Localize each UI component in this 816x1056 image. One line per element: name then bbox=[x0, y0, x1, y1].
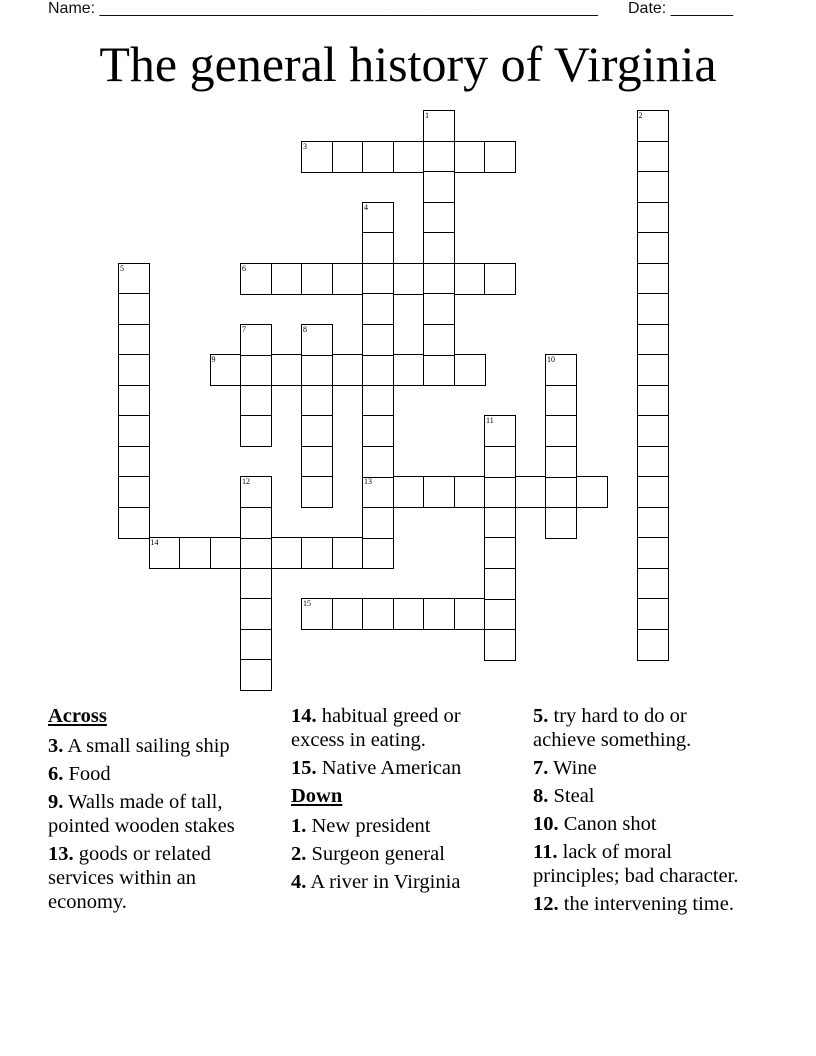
grid-cell[interactable] bbox=[240, 415, 272, 447]
grid-cell[interactable] bbox=[423, 476, 455, 508]
grid-cell[interactable] bbox=[118, 476, 150, 508]
grid-cell[interactable] bbox=[423, 202, 455, 234]
cell-number: 9 bbox=[211, 355, 216, 364]
cell-number: 6 bbox=[242, 263, 246, 273]
grid-cell[interactable] bbox=[271, 354, 303, 386]
grid-cell[interactable] bbox=[637, 629, 669, 661]
name-line bbox=[48, 0, 598, 18]
grid-cell[interactable] bbox=[576, 476, 608, 508]
grid-cell[interactable] bbox=[393, 141, 425, 173]
clue-down-8: 8. Steal bbox=[533, 785, 595, 807]
cell-number: 11 bbox=[486, 416, 494, 425]
grid-cell[interactable] bbox=[454, 598, 486, 630]
grid-cell[interactable] bbox=[637, 598, 669, 630]
grid-cell[interactable] bbox=[637, 171, 669, 203]
grid-cell[interactable] bbox=[301, 263, 333, 295]
grid-cell[interactable] bbox=[423, 263, 455, 295]
grid-cell[interactable] bbox=[301, 354, 333, 386]
grid-cell[interactable] bbox=[454, 354, 486, 386]
grid-cell[interactable] bbox=[484, 598, 516, 630]
clue-column-2 bbox=[291, 704, 511, 898]
down-heading: Down bbox=[291, 785, 343, 807]
grid-cell[interactable] bbox=[484, 263, 516, 295]
clue-column-3 bbox=[533, 704, 753, 920]
grid-cell[interactable] bbox=[362, 141, 394, 173]
grid-cell[interactable] bbox=[545, 507, 577, 539]
date-blank[interactable]: _______ bbox=[670, 0, 733, 17]
grid-cell[interactable] bbox=[362, 415, 394, 447]
grid-cell[interactable] bbox=[118, 446, 150, 478]
clue-across-3: 3. A small sailing ship bbox=[48, 735, 230, 757]
grid-cell[interactable] bbox=[362, 446, 394, 478]
grid-cell[interactable] bbox=[362, 507, 394, 539]
grid-cell[interactable] bbox=[301, 446, 333, 478]
date-label: Date: bbox=[628, 0, 667, 17]
grid-cell[interactable] bbox=[362, 324, 394, 356]
grid-cell[interactable] bbox=[362, 263, 394, 295]
grid-cell[interactable] bbox=[484, 629, 516, 661]
grid-cell[interactable] bbox=[637, 232, 669, 264]
grid-cell[interactable] bbox=[332, 537, 364, 569]
grid-cell[interactable] bbox=[332, 263, 364, 295]
grid-cell[interactable] bbox=[484, 446, 516, 478]
grid-cell[interactable] bbox=[271, 263, 303, 295]
grid-cell[interactable] bbox=[484, 568, 516, 600]
grid-cell[interactable] bbox=[179, 537, 211, 569]
grid-cell[interactable] bbox=[240, 354, 272, 386]
grid-cell[interactable] bbox=[484, 141, 516, 173]
grid-cell[interactable] bbox=[545, 476, 577, 508]
grid-cell[interactable] bbox=[271, 537, 303, 569]
grid-cell[interactable] bbox=[362, 598, 394, 630]
across-heading: Across bbox=[48, 705, 107, 727]
grid-cell[interactable] bbox=[637, 141, 669, 173]
grid-cell[interactable] bbox=[423, 324, 455, 356]
grid-cell[interactable] bbox=[301, 537, 333, 569]
cell-number: 8 bbox=[303, 324, 307, 334]
grid-cell[interactable] bbox=[240, 629, 272, 661]
grid-cell[interactable] bbox=[240, 537, 272, 569]
grid-cell[interactable] bbox=[423, 171, 455, 203]
grid-cell[interactable] bbox=[362, 385, 394, 417]
grid-cell[interactable] bbox=[484, 476, 516, 508]
grid-cell[interactable] bbox=[637, 568, 669, 600]
grid-cell[interactable] bbox=[423, 232, 455, 264]
name-label: Name: bbox=[48, 0, 96, 17]
grid-cell[interactable] bbox=[637, 415, 669, 447]
grid-cell[interactable] bbox=[454, 263, 486, 295]
grid-cell[interactable] bbox=[118, 293, 150, 325]
grid-cell[interactable] bbox=[240, 598, 272, 630]
grid-cell[interactable] bbox=[362, 354, 394, 386]
grid-cell[interactable] bbox=[637, 354, 669, 386]
grid-cell[interactable] bbox=[240, 385, 272, 417]
grid-cell[interactable] bbox=[362, 293, 394, 325]
grid-cell[interactable] bbox=[484, 507, 516, 539]
page-title: The general history of Virginia bbox=[99, 36, 717, 92]
grid-cell[interactable] bbox=[545, 385, 577, 417]
clue-down-2: 2. Surgeon general bbox=[291, 843, 445, 865]
grid-cell[interactable] bbox=[240, 659, 272, 691]
grid-cell[interactable] bbox=[454, 141, 486, 173]
grid-cell[interactable] bbox=[301, 385, 333, 417]
date-line bbox=[628, 0, 733, 18]
cell-number: 10 bbox=[547, 355, 555, 364]
grid-cell[interactable] bbox=[637, 446, 669, 478]
clue-across-14: 14. habitual greed or excess in eating. bbox=[291, 705, 461, 751]
grid-cell[interactable] bbox=[332, 141, 364, 173]
grid-cell[interactable] bbox=[637, 324, 669, 356]
cell-number: 2 bbox=[638, 111, 643, 120]
grid-cell[interactable] bbox=[637, 385, 669, 417]
cell-number: 5 bbox=[120, 263, 124, 273]
grid-cell[interactable] bbox=[393, 598, 425, 630]
grid-cell[interactable] bbox=[423, 141, 455, 173]
clue-across-9: 9. Walls made of tall, pointed wooden stakes bbox=[48, 791, 235, 837]
grid-cell[interactable] bbox=[515, 476, 547, 508]
grid-cell[interactable] bbox=[393, 263, 425, 295]
clue-down-10: 10. Canon shot bbox=[533, 813, 657, 835]
grid-cell[interactable] bbox=[301, 476, 333, 508]
grid-cell[interactable] bbox=[637, 476, 669, 508]
clue-down-12: 12. the intervening time. bbox=[533, 893, 734, 915]
cell-number: 7 bbox=[242, 324, 246, 334]
grid-cell[interactable] bbox=[393, 476, 425, 508]
grid-cell[interactable] bbox=[637, 537, 669, 569]
clue-column-1 bbox=[48, 704, 268, 918]
grid-cell[interactable] bbox=[362, 537, 394, 569]
grid-cell[interactable] bbox=[118, 324, 150, 356]
clue-down-5: 5. try hard to do or achieve something. bbox=[533, 705, 692, 751]
clue-down-4: 4. A river in Virginia bbox=[291, 871, 461, 893]
name-blank[interactable]: ________________________________________________________ bbox=[99, 0, 598, 17]
grid-cell[interactable] bbox=[423, 293, 455, 325]
grid-cell[interactable] bbox=[423, 598, 455, 630]
cell-number: 3 bbox=[303, 141, 307, 151]
cell-number: 12 bbox=[242, 477, 250, 486]
grid-cell[interactable] bbox=[118, 354, 150, 386]
grid-cell[interactable] bbox=[332, 354, 364, 386]
grid-cell[interactable] bbox=[118, 385, 150, 417]
cell-number: 14 bbox=[150, 538, 159, 547]
cell-number: 15 bbox=[303, 599, 311, 608]
grid-cell[interactable] bbox=[545, 415, 577, 447]
grid-cell[interactable] bbox=[545, 446, 577, 478]
grid-cell[interactable] bbox=[393, 354, 425, 386]
cell-number: 1 bbox=[425, 111, 429, 120]
grid-cell[interactable] bbox=[332, 598, 364, 630]
grid-cell[interactable] bbox=[637, 263, 669, 295]
grid-cell[interactable] bbox=[454, 476, 486, 508]
grid-cell[interactable] bbox=[637, 202, 669, 234]
clue-across-13: 13. goods or related services within an economy. bbox=[48, 843, 211, 913]
grid-cell[interactable] bbox=[240, 568, 272, 600]
cell-number: 13 bbox=[364, 477, 372, 486]
clue-down-7: 7. Wine bbox=[533, 757, 597, 779]
clue-across-6: 6. Food bbox=[48, 763, 111, 785]
clue-down-11: 11. lack of moral principles; bad character. bbox=[533, 841, 739, 887]
grid-cell[interactable] bbox=[484, 537, 516, 569]
grid-cell[interactable] bbox=[118, 415, 150, 447]
grid-cell[interactable] bbox=[118, 507, 150, 539]
clue-across-15: 15. Native American bbox=[291, 757, 462, 779]
cell-number: 4 bbox=[364, 202, 368, 212]
grid-cell[interactable] bbox=[637, 507, 669, 539]
grid-cell[interactable] bbox=[637, 293, 669, 325]
grid-cell[interactable] bbox=[362, 232, 394, 264]
clue-down-1: 1. New president bbox=[291, 815, 431, 837]
grid-cell[interactable] bbox=[240, 507, 272, 539]
grid-cell[interactable] bbox=[423, 354, 455, 386]
grid-cell[interactable] bbox=[301, 415, 333, 447]
grid-cell[interactable] bbox=[210, 537, 242, 569]
